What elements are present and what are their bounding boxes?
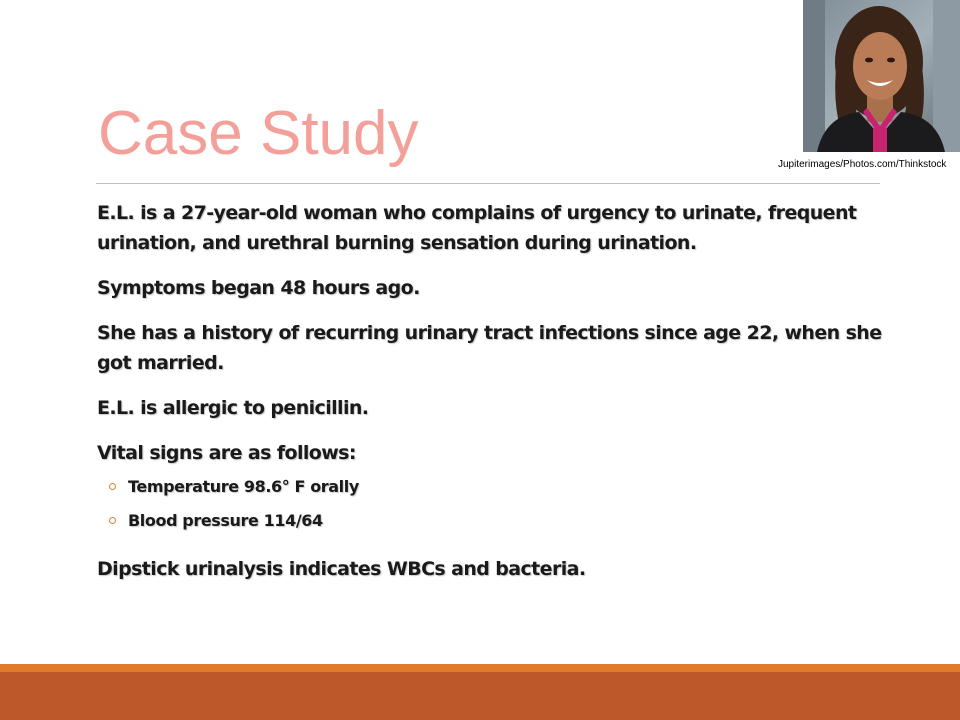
history-paragraph: She has a history of recurring urinary tract infections since age 22, when she got married. xyxy=(97,322,882,374)
blood-pressure-text: Blood pressure 114/64 xyxy=(128,511,323,530)
accent-bar xyxy=(0,664,960,672)
portrait-illustration xyxy=(803,0,960,152)
circle-bullet-icon xyxy=(109,483,116,490)
complaint-paragraph: E.L. is a 27-year-old woman who complains of urgency to urinate, frequent urination, and urethral burning sensation during urination. xyxy=(97,202,857,254)
title-divider xyxy=(96,183,880,184)
temperature-text: Temperature 98.6° F orally xyxy=(128,477,359,496)
slide-title: Case Study xyxy=(98,99,419,168)
allergy-paragraph: E.L. is allergic to penicillin. xyxy=(97,397,369,419)
onset-paragraph: Symptoms began 48 hours ago. xyxy=(97,277,420,299)
list-item xyxy=(97,506,887,536)
urinalysis-paragraph: Dipstick urinalysis indicates WBCs and bacteria. xyxy=(97,558,586,580)
photo-credit: Jupiterimages/Photos.com/Thinkstock xyxy=(778,159,947,170)
footer-bar xyxy=(0,672,960,720)
slide-body xyxy=(97,198,887,599)
vitals-heading: Vital signs are as follows: xyxy=(97,442,356,464)
circle-bullet-icon xyxy=(109,517,116,524)
vitals-list xyxy=(97,472,887,536)
woman-portrait-photo xyxy=(803,0,960,152)
list-item xyxy=(97,472,887,502)
